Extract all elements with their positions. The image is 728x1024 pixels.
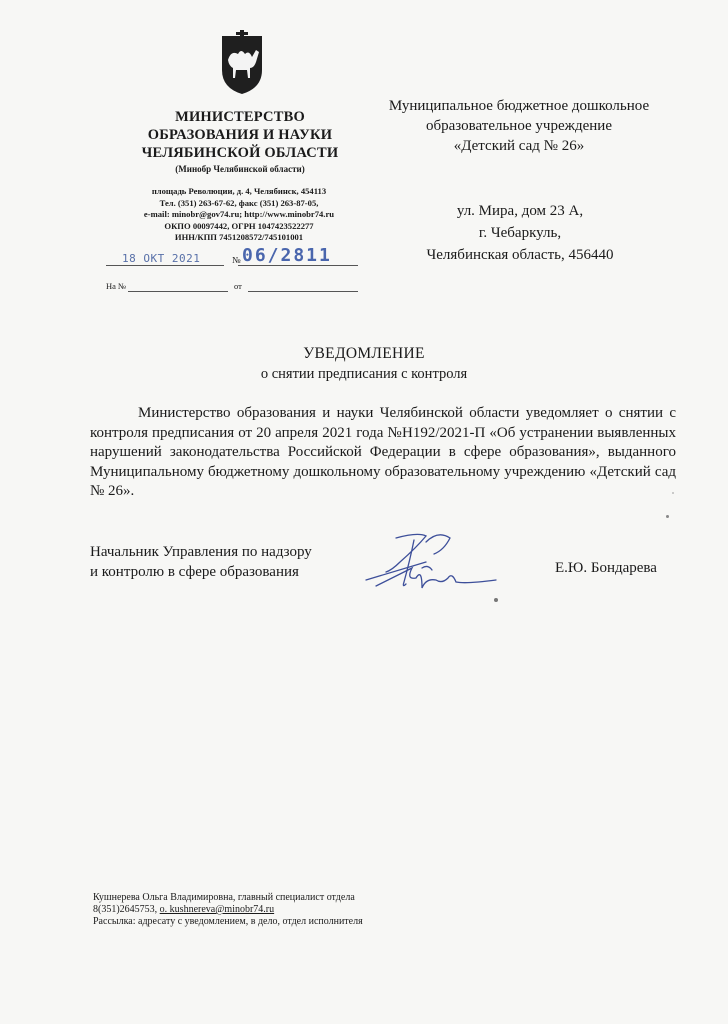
ref-underline (128, 291, 228, 292)
executor-contacts (93, 904, 363, 916)
sender-contacts (108, 186, 370, 244)
ministry-name-line: ЧЕЛЯБИНСКОЙ ОБЛАСТИ (141, 145, 339, 161)
ref-date-underline (248, 291, 358, 292)
distribution-line: Рассылка: адресату с уведомлением, в дело, отдел исполнителя (93, 916, 363, 927)
registration-stamp (106, 245, 366, 269)
ministry-short-name: (Минобр Челябинской области) (175, 164, 305, 174)
ref-label: На № (106, 281, 127, 291)
reference-row (106, 281, 358, 295)
executor-line: Кушнерева Ольга Владимировна, главный специалист отдела (93, 892, 355, 903)
sender-block (110, 108, 370, 175)
signatory-name: Е.Ю. Бондарева (555, 560, 657, 576)
address-line: г. Чебаркуль, (478, 225, 562, 241)
document-title: УВЕДОМЛЕНИЕ (303, 345, 425, 362)
contact-line: ИНН/КПП 7451208572/745101001 (174, 232, 304, 242)
scan-speck (666, 515, 669, 518)
position-line: и контролю в сфере образования (90, 564, 299, 580)
recipient-line: Муниципальное бюджетное дошкольное (388, 98, 650, 114)
recipient-address (400, 200, 640, 266)
ministry-name-line: ОБРАЗОВАНИЯ И НАУКИ (147, 127, 333, 143)
handwritten-signature (356, 528, 516, 608)
position-line: Начальник Управления по надзору (90, 544, 312, 560)
recipient-block (364, 96, 674, 156)
ministry-name-line: МИНИСТЕРСТВО (175, 109, 305, 125)
executor-phone: 8(351)2645753, (93, 904, 158, 915)
address-line: ул. Мира, дом 23 А, (456, 203, 584, 219)
document-body: Министерство образования и науки Челябинской области уведомляет о снятии с контроля предписания от 20 апреля 2021 года №Н192/2021-П «Об устранении выявленных нарушений законодательства Российской Федерации в сфере образования», выданного Муниципальному бюджетному дошкольному образовательному учреждению «Детский сад № 26». (90, 405, 676, 500)
ref-from-label: от (234, 281, 242, 291)
document-subtitle: о снятии предписания с контроля (260, 366, 468, 382)
recipient-line: образовательное учреждение (425, 118, 612, 134)
contact-line: ОКПО 00097442, ОГРН 1047423522277 (164, 220, 314, 231)
chelyabinsk-coat-of-arms-icon (214, 30, 270, 96)
recipient-line: «Детский сад № 26» (453, 138, 585, 154)
signatory-position (90, 542, 312, 582)
address-line: Челябинская область, 456440 (426, 247, 614, 263)
registration-date: 18 ОКТ 2021 (122, 252, 201, 265)
scan-speck (672, 492, 674, 494)
registration-number: 06/2811 (242, 245, 332, 266)
executor-email: o. kushnereva@minobr74.ru (159, 904, 275, 915)
contact-line: e-mail: minobr@gov74.ru; http://www.minobr74.ru (143, 209, 335, 219)
executor-footer (93, 892, 363, 928)
contact-line: Тел. (351) 263-67-62, факс (351) 263-87-05, (159, 197, 319, 208)
number-label: № (232, 255, 241, 265)
date-underline (106, 265, 224, 266)
contact-line: площадь Революции, д. 4, Челябинск, 454113 (151, 186, 327, 196)
